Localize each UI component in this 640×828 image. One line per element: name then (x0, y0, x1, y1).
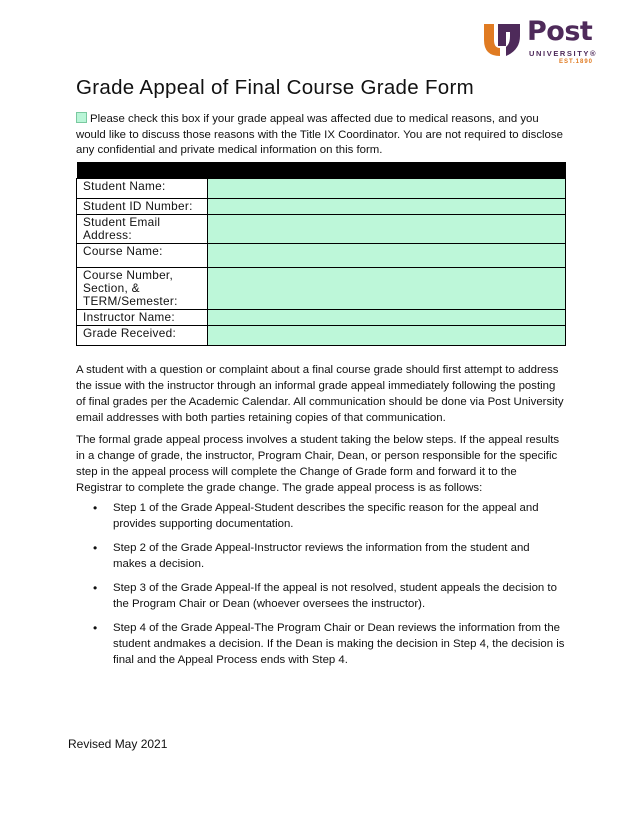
post-logo-mark-icon (482, 20, 522, 60)
medical-reasons-checkbox[interactable] (76, 112, 87, 123)
page-title: Grade Appeal of Final Course Grade Form (76, 76, 474, 99)
list-item: • Step 1 of the Grade Appeal-Student describes the specific reason for the appeal and provides supporting documentation. (76, 500, 566, 532)
medical-checkbox-text: Please check this box if your grade appeal was affected due to medical reasons, and you would like to discuss those reasons with the Title IX Coordinator. You are not required to disclose any confidential and private medical information on this form. (76, 113, 563, 156)
table-row (77, 179, 566, 199)
course-number-label: Course Number, Section, & TERM/Semester: (77, 268, 208, 310)
logo-wordmark: Post (527, 16, 593, 47)
student-email-field[interactable] (208, 215, 566, 244)
instructor-name-label: Instructor Name: (77, 310, 208, 326)
medical-checkbox-row (76, 112, 566, 159)
list-item: • Step 2 of the Grade Appeal-Instructor reviews the information from the student and makes a decision. (76, 540, 566, 572)
course-name-field[interactable] (208, 244, 566, 268)
student-info-table (76, 162, 566, 346)
table-row (77, 326, 566, 346)
student-id-label: Student ID Number: (77, 199, 208, 215)
post-university-logo (482, 18, 612, 68)
revision-date: Revised May 2021 (68, 737, 168, 751)
instructor-name-field[interactable] (208, 310, 566, 326)
table-header-bar (77, 162, 566, 179)
informal-appeal-paragraph: A student with a question or complaint about a final course grade should first attempt to address the issue with the instructor through an informal grade appeal immediately following the posting of final grades per the Academic Calendar. All communication should be done via Post University email addresses with both parties retaining copies of that communication. (76, 364, 564, 424)
student-email-label: Student Email Address: (77, 215, 208, 244)
list-item: • Step 3 of the Grade Appeal-If the appeal is not resolved, student appeals the decision to the Program Chair or Dean (whoever oversees the instructor). (76, 580, 566, 612)
list-item: • Step 4 of the Grade Appeal-The Program Chair or Dean reviews the information from the student andmakes a decision. If the Dean is making the decision in Step 4, the decision is final and the Appeal Process ends with Step 4. (76, 620, 566, 668)
student-name-field[interactable] (208, 179, 566, 199)
table-row (77, 310, 566, 326)
table-row (77, 215, 566, 244)
student-id-field[interactable] (208, 199, 566, 215)
table-row (77, 244, 566, 268)
table-row (77, 199, 566, 215)
course-number-field[interactable] (208, 268, 566, 310)
course-name-label: Course Name: (77, 244, 208, 268)
table-row (77, 268, 566, 310)
formal-appeal-paragraph: The formal grade appeal process involves a student taking the below steps. If the appeal results in a change of grade, the instructor, Program Chair, Dean, or person responsible for the specific step in the appeal process will complete the Change of Grade form and forward it to the Registrar to complete the grade change. The grade appeal process is as follows: (76, 434, 560, 494)
grade-received-label: Grade Received: (77, 326, 208, 346)
logo-established: EST.1890 (559, 59, 594, 65)
grade-received-field[interactable] (208, 326, 566, 346)
appeal-steps-list (76, 500, 566, 676)
logo-subtitle: UNIVERSITY® (529, 49, 598, 58)
student-name-label: Student Name: (77, 179, 208, 199)
